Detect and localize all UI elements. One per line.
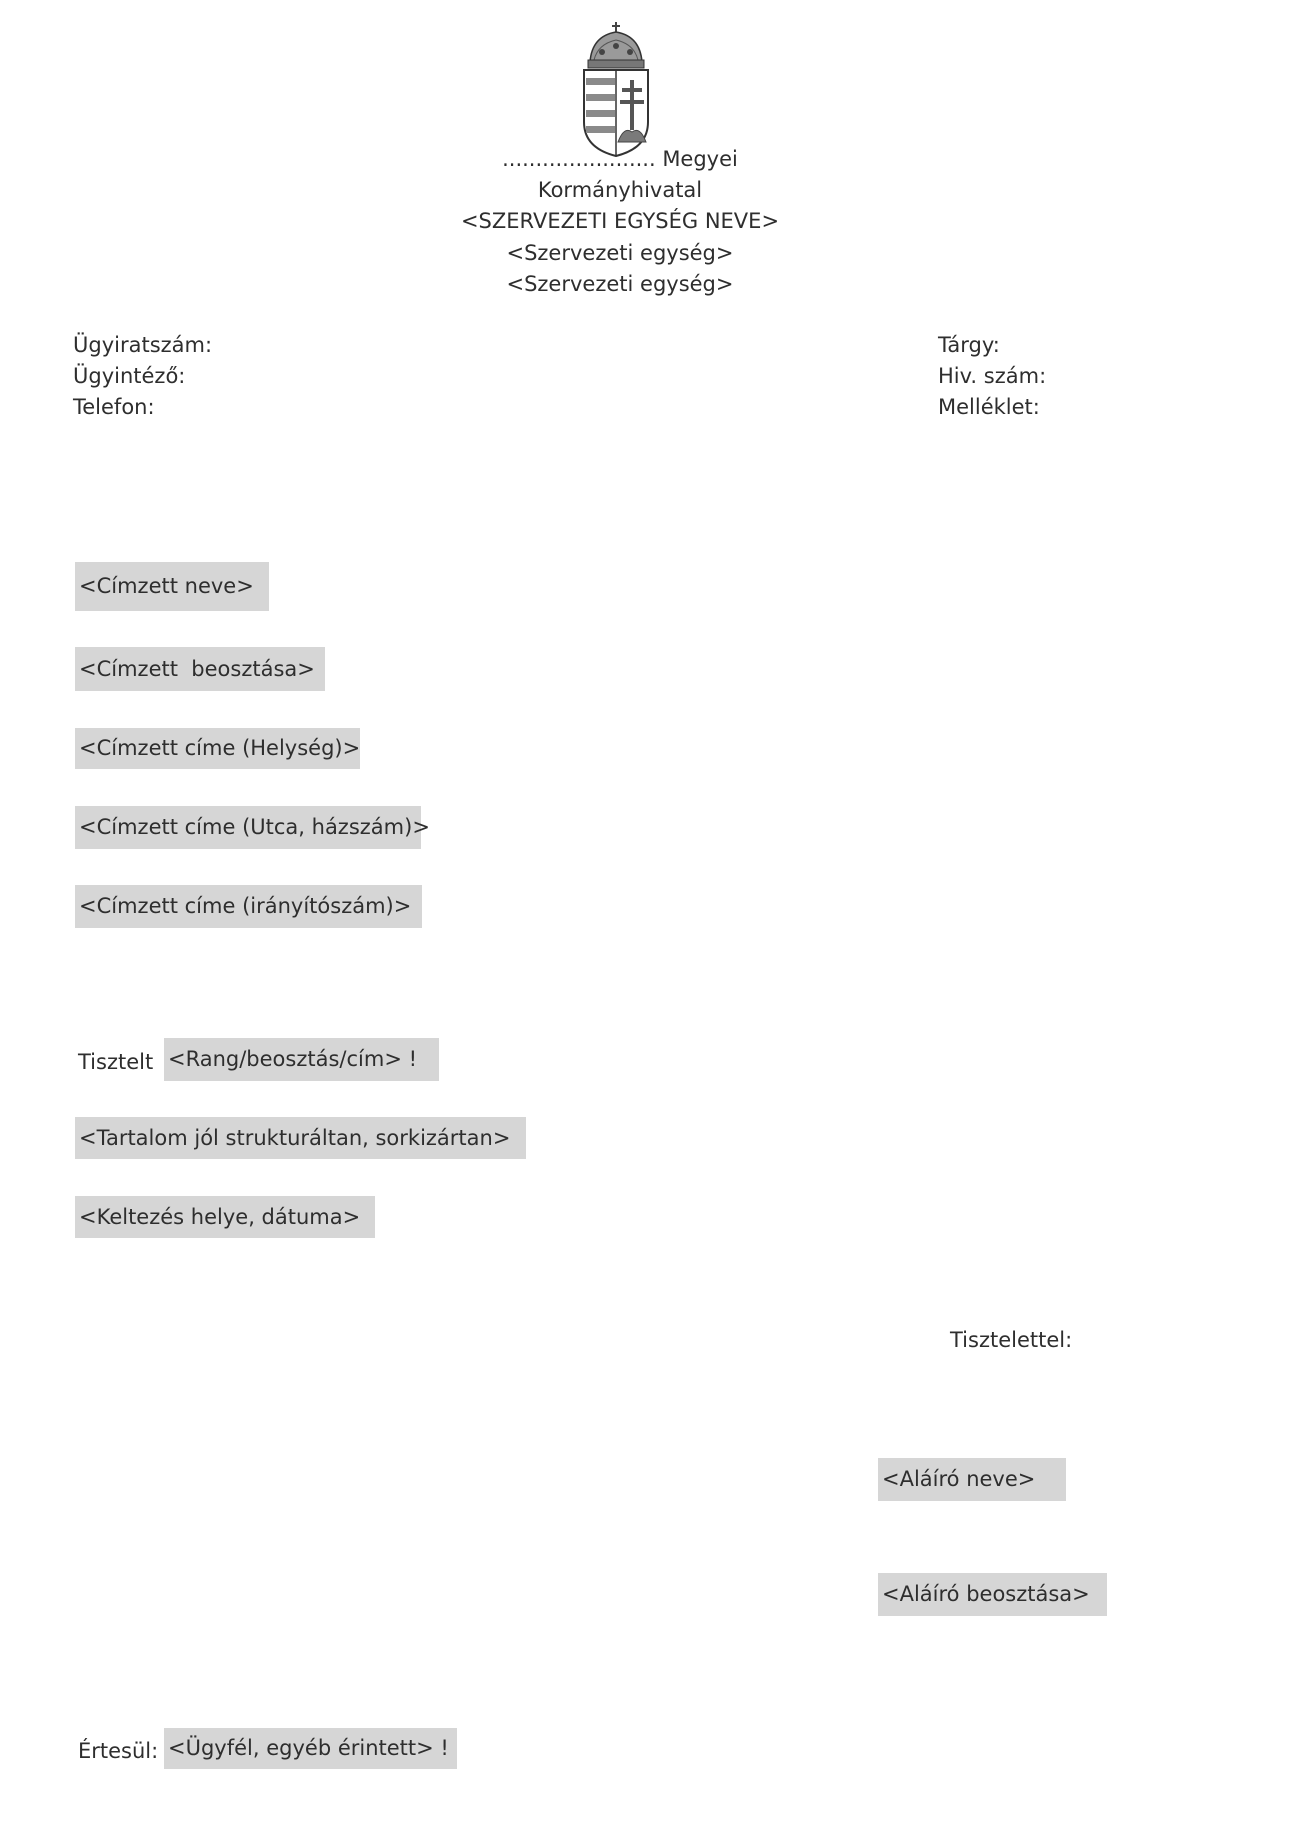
phone-label: Telefon: (73, 395, 155, 419)
coat-of-arms-icon (580, 22, 652, 158)
case-handler-label: Ügyintéző: (73, 364, 186, 388)
content-field[interactable]: <Tartalom jól strukturáltan, sorkizártan> (75, 1117, 526, 1159)
salutation-prefix: Tisztelt (78, 1050, 154, 1074)
notify-field[interactable]: <Ügyfél, egyéb érintett> ! (164, 1728, 457, 1769)
attachment-label: Melléklet: (938, 395, 1040, 419)
header-unit-2: <Szervezeti egység> (506, 272, 734, 296)
signer-name-field[interactable]: <Aláíró neve> (878, 1458, 1066, 1501)
header-office: Kormányhivatal (537, 178, 703, 202)
header-unit-name: <SZERVEZETI EGYSÉG NEVE> (460, 209, 780, 233)
header-unit-1: <Szervezeti egység> (506, 241, 734, 265)
header-county-line: ....................... Megyei (502, 147, 738, 171)
recipient-street-field[interactable]: <Címzett címe (Utca, házszám)> (75, 806, 421, 849)
regards-text: Tisztelettel: (950, 1328, 1073, 1352)
recipient-position-field[interactable]: <Címzett beosztása> (75, 647, 325, 691)
recipient-city-field[interactable]: <Címzett címe (Helység)> (75, 728, 360, 769)
case-number-label: Ügyiratszám: (73, 333, 213, 357)
salutation-field[interactable]: <Rang/beosztás/cím> ! (164, 1038, 439, 1081)
notify-prefix: Értesül: (78, 1739, 159, 1763)
recipient-zip-field[interactable]: <Címzett címe (irányítószám)> (75, 885, 422, 928)
signer-position-field[interactable]: <Aláíró beosztása> (878, 1573, 1107, 1616)
recipient-name-field[interactable]: <Címzett neve> (75, 562, 269, 611)
subject-label: Tárgy: (938, 333, 1000, 357)
reference-number-label: Hiv. szám: (938, 364, 1047, 388)
date-place-field[interactable]: <Keltezés helye, dátuma> (75, 1196, 375, 1238)
